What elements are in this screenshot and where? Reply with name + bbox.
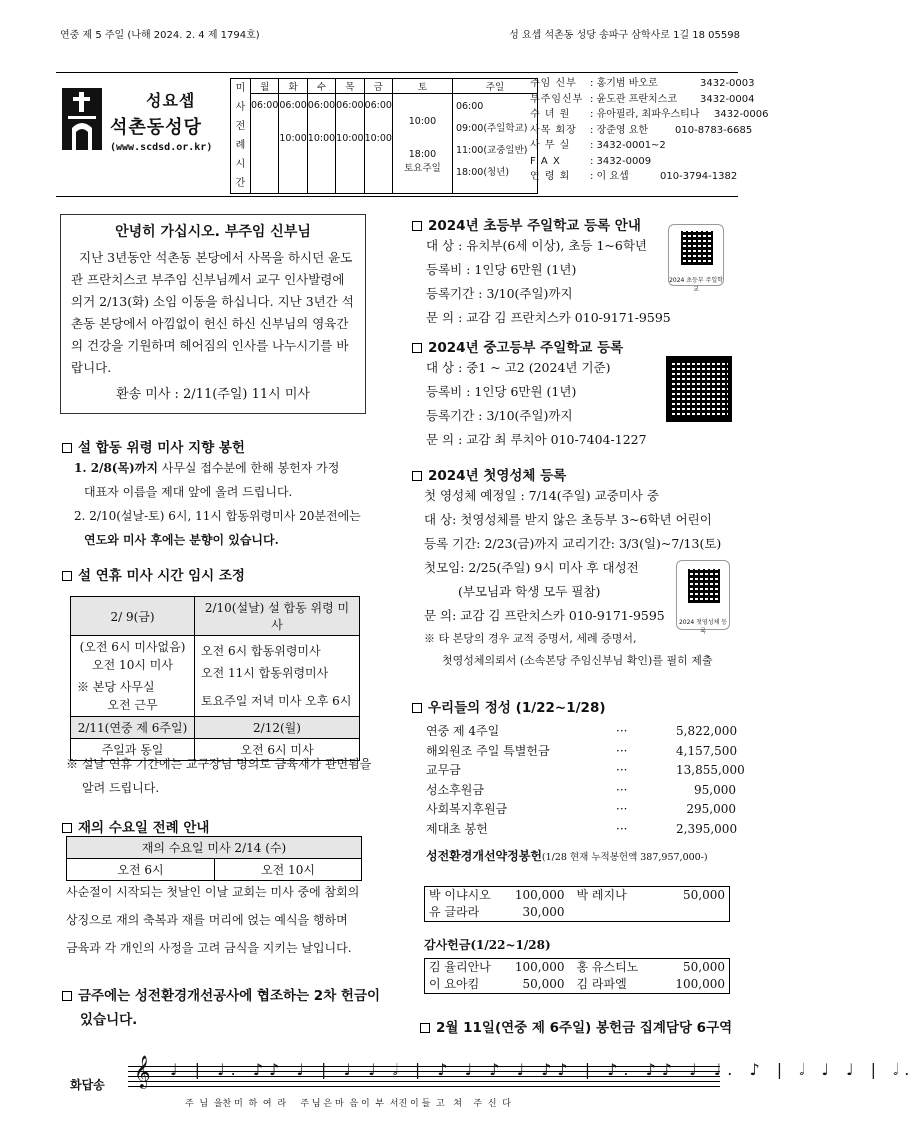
collection-duty-note: 2월 11일(연중 제 6주일) 봉헌금 집계담당 6구역 bbox=[420, 1016, 732, 1036]
sunday-school-section: 2024년 초등부 주일학교 등록 안내 대 상 : 유치부(6세 이상), 초등 1~6학년 등록비 : 1인당 6만원 (1년) 등록기간 : 3/10(주일)까지 문 의 : 교감 김 프란치스카 010-9171-9595 bbox=[412, 214, 742, 330]
psalm-label: 화답송 bbox=[70, 1078, 105, 1092]
contact-row: 주임 신부 : 홍기범 바오로 3432-0003 bbox=[530, 78, 755, 89]
offerings-list bbox=[412, 722, 745, 839]
offering-row: 교무금 ··· 13,855,000 bbox=[426, 763, 745, 777]
day-wed: 수 bbox=[307, 79, 335, 94]
holiday-mass-table: 2/ 9(금) 2/10(설날) 설 합동 위령 미사 (오전 6시 미사없음) 오전 10시 미사 ※ 본당 사무실 오전 근무 오전 6시 합동위령미사 오전 11시 합동위령미사 토요주일 저녁 미사 오후 6시 2/11(연중 제 6주일) 2/12(월) 주일과 동일 오전 6시 미사 bbox=[70, 596, 360, 761]
offerings-section bbox=[412, 696, 745, 864]
contact-row: 수 녀 원 : 유아필라, 최파우스티나 3432-0006 bbox=[530, 109, 769, 120]
section-title: 설 합동 위령 미사 지향 봉헌 bbox=[62, 436, 372, 456]
offering-row: 제대초 봉헌 ··· 2,395,000 bbox=[426, 821, 738, 836]
section-title: 우리들의 정성 (1/22~1/28) bbox=[412, 696, 742, 716]
music-notes: ♩ | ♩. ♪♪ ♩ | ♩ ♩ 𝅗𝅥 | ♪ ♩ ♪ ♩ ♪♪ | ♪. ♪♪ ♩ ♩. ♪ | 𝅗𝅥 ♩ ♩ | 𝅗𝅥. bbox=[170, 1060, 915, 1079]
mass-schedule-table bbox=[230, 78, 538, 194]
farewell-mass: 환송 미사 : 2/11(주일) 11시 미사 bbox=[116, 387, 310, 402]
contact-row: F A X : 3432-0009 bbox=[530, 155, 652, 167]
section-title: 설 연휴 미사 시간 임시 조정 bbox=[62, 564, 372, 584]
schedule-label: 미 사 전 례 시 간 bbox=[231, 79, 251, 194]
church-url[interactable]: (www.scdsd.or.kr) bbox=[110, 142, 213, 153]
thanks-offering-table: 김 율리안나 100,000 홍 유스티노 50,000 이 요아킴 50,000 김 라파엘 100,000 bbox=[424, 958, 730, 994]
qr-code-icon bbox=[688, 569, 720, 603]
day-fri: 금 bbox=[364, 79, 392, 94]
qr-code-icon bbox=[681, 231, 713, 265]
church-address: 성 요셉 석촌동 성당 송파구 삼학사로 1길 18 05598 bbox=[509, 30, 740, 41]
day-mon: 월 bbox=[251, 79, 279, 94]
header-bottom-divider bbox=[56, 196, 738, 197]
checkbox-icon bbox=[62, 571, 72, 581]
thanks-offering-title: 감사헌금(1/22~1/28) bbox=[424, 938, 551, 952]
church-name: 석촌동성당 bbox=[110, 117, 202, 138]
offering-row: 사회복지후원금 ··· 295,000 bbox=[426, 802, 736, 816]
day-sat: 토 bbox=[392, 79, 452, 94]
tue-times: 06:00 10:00 bbox=[279, 94, 307, 194]
treble-clef-icon: 𝄞 bbox=[134, 1055, 151, 1088]
youth-school-section: 2024년 중고등부 주일학교 등록 대 상 : 중1 ~ 고2 (2024년 기준) 등록비 : 1인당 6만원 (1년) 등록기간 : 3/10(주일)까지 문 의 : 교감 최 루치아 010-7404-1227 bbox=[412, 336, 742, 452]
first-communion-section: 2024년 첫영성체 등록 첫 영성체 예정일 : 7/14(주일) 교중미사 중 대 상: 첫영성체를 받지 않은 초등부 3~6학년 어린이 등록 기간: 2/23(금)까지 교리기간: 3/3(일)~7/13(토) 첫모임: 2/25(주일) 9시 미사 후 대성전 (부모님과 학생 모두 필참) 문 의: 교감 김 프란치스카 010-9171-9595 ※ 타 본당의 경우 교적 증명서, 세례 증명서, 첫영성체의뢰서 (소속본당 주임신부님 확인)를 필히 제출 bbox=[412, 464, 742, 672]
day-sun: 주일 bbox=[452, 79, 537, 94]
first-communion-qr[interactable]: 2024 첫영성체 등록 bbox=[676, 560, 730, 630]
sunday-school-qr[interactable]: 2024 초등부 주일학교 bbox=[668, 224, 724, 286]
issue-info: 연중 제 5 주일 (나해 2024. 2. 4 제 1794호) bbox=[60, 30, 260, 41]
thu-times: 06:00 10:00 bbox=[336, 94, 364, 194]
fri-times: 06:00 10:00 bbox=[364, 94, 392, 194]
deadline-text: 1. 2/8(목)까지 bbox=[74, 461, 158, 475]
section-title: 2024년 중고등부 주일학교 등록 bbox=[412, 336, 742, 356]
offering-row: 연중 제 4주일 ··· 5,822,000 bbox=[426, 724, 738, 738]
checkbox-icon bbox=[62, 443, 72, 453]
checkbox-icon bbox=[412, 471, 422, 481]
checkbox-icon bbox=[62, 823, 72, 833]
checkbox-icon bbox=[412, 703, 422, 713]
contact-row: 사 무 실 : 3432-0001~2 bbox=[530, 140, 666, 151]
section-title: 2024년 첫영성체 등록 bbox=[412, 464, 742, 484]
header-divider bbox=[56, 72, 738, 73]
sun-times: 06:00 09:00(주일학교) 11:00(교중일반) 18:00(청년) bbox=[452, 94, 537, 194]
header-line bbox=[60, 26, 740, 41]
music-staff bbox=[128, 1055, 915, 1092]
checkbox-icon bbox=[62, 991, 72, 1001]
building-pledge-table: 박 이냐시오 100,000 박 레지나 50,000 유 글라라 30,000 bbox=[424, 886, 730, 922]
day-thu: 목 bbox=[336, 79, 364, 94]
ash-description: 사순절이 시작되는 첫날인 이날 교회는 미사 중에 참회의 상징으로 재의 축복과 재를 머리에 얹는 예식을 행하며 금육과 각 개인의 사정을 고려 금식을 지키는 날입니다. bbox=[66, 885, 360, 955]
holiday-note: ※ 설날 연휴 기간에는 교구장님 명의로 금육재가 관면됨을 알려 드립니다. bbox=[66, 757, 372, 795]
contact-row: 사목 회장 : 장준영 요한 010-8783-6685 bbox=[530, 124, 753, 136]
youth-school-qr-icon[interactable] bbox=[666, 356, 732, 422]
checkbox-icon bbox=[420, 1023, 430, 1033]
church-logo bbox=[62, 88, 102, 150]
ash-wednesday-section bbox=[62, 816, 372, 836]
mon-times: 06:00 bbox=[251, 94, 279, 194]
offering-row: 해외원조 주일 특별헌금 ··· 4,157,500 bbox=[426, 743, 738, 758]
checkbox-icon bbox=[412, 221, 422, 231]
farewell-body: 지난 3년동안 석촌동 본당에서 사목을 하시던 윤도관 프란치스코 부주임 신부님께서 교구 인사발령에 의거 2/13(화) 소임 이동을 하십니다. 지난 3년간 석촌동 본당에서 아낌없이 헌신 하신 신부님의 영육간의 건강을 기원하며 헤어짐의 인사를 나누시기를 바랍니다. bbox=[71, 250, 354, 375]
contact-row: 부주임신부 : 윤도관 프란치스코 3432-0004 bbox=[530, 93, 755, 105]
day-tue: 화 bbox=[279, 79, 307, 94]
checkbox-icon bbox=[412, 343, 422, 353]
contact-row: 연 령 회 : 이 요셉 010-3794-1382 bbox=[530, 171, 738, 182]
church-name-small: 성요셉 bbox=[146, 91, 196, 110]
ash-wednesday-table: 재의 수요일 미사 2/14 (수) 오전 6시 오전 10시 bbox=[66, 836, 362, 881]
farewell-title: 안녕히 가십시오. 부주임 신부님 bbox=[115, 224, 311, 240]
memorial-offering-section: 설 합동 위령 미사 지향 봉헌 1. 2/8(목)까지 사무실 접수분에 한해 봉헌자 가정 대표자 이름을 제대 앞에 올려 드립니다. 2. 2/10(설날-토) 6시, 11시 합동위령미사 20분전에는 연도와 미사 후에는 분향이 있습니다. bbox=[62, 436, 372, 552]
contact-list bbox=[530, 76, 769, 185]
offering-row: 성소후원금 ··· 95,000 bbox=[426, 782, 736, 797]
section-title: 재의 수요일 전례 안내 bbox=[62, 816, 372, 836]
farewell-notice bbox=[60, 214, 366, 414]
section-title: 2024년 초등부 주일학교 등록 안내 bbox=[412, 214, 742, 234]
holiday-mass-section bbox=[62, 564, 372, 584]
psalm-lyrics: 주 님 을찬 미 하 여 라 주 님 은 마 음 이 부 서진 이 들 고 쳐 주 신 다 bbox=[185, 1099, 511, 1109]
second-collection-notice: 금주에는 성전환경개선공사에 협조하는 2차 헌금이 있습니다. bbox=[62, 984, 382, 1028]
sat-times: 10:00 18:00 토요주일 bbox=[392, 94, 452, 194]
wed-times: 06:00 10:00 bbox=[307, 94, 335, 194]
building-pledge-title: 성전환경개선약정봉헌(1/28 현재 누적봉헌액 387,957,000-) bbox=[426, 849, 708, 863]
